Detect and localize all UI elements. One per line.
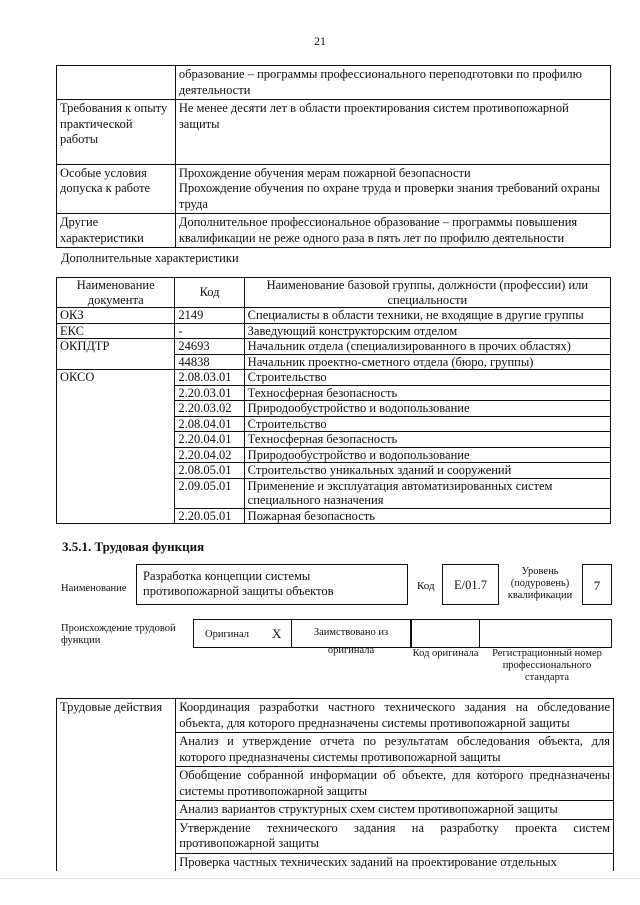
borrowed-box — [292, 619, 411, 656]
cell-name: Строительство — [244, 416, 610, 432]
level-box — [582, 564, 612, 605]
page-number: 21 — [314, 34, 326, 48]
labor-action: Анализ и утверждение отчета по результатам обследования объекта, для которого предназначены системы противопожарной защиты — [176, 733, 614, 767]
row-value — [175, 100, 610, 165]
cell-code: 24693 — [175, 339, 244, 355]
cell-code: 2.08.03.01 — [175, 370, 244, 386]
table-row — [57, 100, 611, 165]
row-label-text: Требования к опыту практической работы — [60, 101, 168, 146]
level-value: 7 — [593, 578, 601, 593]
labor-action: Проверка частных технических заданий на проектирование отдельных — [176, 853, 614, 871]
cell-code: 2149 — [175, 308, 244, 324]
row-label: Особые условия допуска к работе — [57, 164, 176, 214]
table-row — [57, 308, 611, 324]
cell-name: Начальник проектно-сметного отдела (бюро, группы) — [244, 354, 610, 370]
labor-actions-table — [56, 698, 614, 871]
cell-code: 2.20.04.01 — [175, 432, 244, 448]
header-name: Наименование базовой группы, должности (профессии) или специальности — [244, 278, 610, 308]
row-value — [175, 214, 610, 248]
borrowed-label: Заимствовано из оригинала — [313, 627, 389, 656]
cell-name: Начальник отдела (специализированного в прочих областях) — [244, 339, 610, 355]
cell-name: Применение и эксплуатация автоматизированных систем специального назначения — [244, 478, 610, 508]
row-label — [57, 66, 176, 100]
additional-caption: Дополнительные характеристики — [61, 251, 239, 265]
table-header-row — [57, 278, 611, 308]
requirements-table — [56, 65, 611, 248]
original-mark: X — [272, 626, 282, 641]
cell-name: Техносферная безопасность — [244, 432, 610, 448]
function-name-box — [136, 564, 408, 605]
row-line: Прохождение обучения по охране труда и проверки знания требований охраны труда — [178, 181, 600, 211]
cell-code: 2.20.03.01 — [175, 385, 244, 401]
table-row — [57, 164, 611, 214]
labor-action: Анализ вариантов структурных схем систем противопожарной защиты — [176, 801, 614, 820]
cell-code: - — [175, 323, 244, 339]
cell-name: Природообустройство и водопользование — [244, 401, 610, 417]
table-row — [57, 214, 611, 248]
original-label: Оригинал — [205, 629, 249, 640]
row-label: Другие характеристики — [57, 214, 176, 248]
cell-doc: ОКПДТР — [57, 339, 175, 370]
cell-doc: ЕКС — [57, 323, 175, 339]
labor-action: Утверждение технического задания на разработку проекта систем противопожарной защиты — [176, 819, 614, 853]
original-box — [193, 619, 292, 648]
row-line: Не менее десяти лет в области проектирования систем противопожарной защиты — [178, 101, 569, 131]
header-document: Наименование документа — [57, 278, 175, 308]
name-label: Наименование — [61, 583, 127, 594]
labor-actions-label: Трудовые действия — [57, 699, 176, 872]
cell-name: Заведующий конструкторским отделом — [244, 323, 610, 339]
row-line: образование – программы профессионального переподготовки по профилю деятельности — [178, 67, 582, 97]
code-original-label: Код оригинала — [412, 648, 479, 659]
row-line: Прохождение обучения мерам пожарной безопасности — [178, 165, 471, 180]
code-label: Код — [417, 580, 435, 592]
table-row — [57, 323, 611, 339]
row-line: Дополнительное профессиональное образование – программы повышения квалификации не реже одного раза в пять лет по профилю деятельности — [178, 215, 578, 245]
additional-table — [56, 277, 611, 524]
cell-name: Пожарная безопасность — [244, 508, 610, 524]
cell-code: 2.20.04.02 — [175, 447, 244, 463]
level-label: Уровень (подуровень) квалификации — [507, 566, 573, 601]
scan-fold-line — [0, 878, 640, 879]
cell-name: Строительство — [244, 370, 610, 386]
row-value — [175, 164, 610, 214]
cell-code: 2.08.04.01 — [175, 416, 244, 432]
code-box — [442, 564, 499, 605]
table-row — [57, 699, 614, 733]
cell-code: 2.20.03.02 — [175, 401, 244, 417]
cell-name: Специалисты в области техники, не входящие в другие группы — [244, 308, 610, 324]
cell-code: 2.09.05.01 — [175, 478, 244, 508]
header-code: Код — [175, 278, 244, 308]
table-row — [57, 66, 611, 100]
row-value — [175, 66, 610, 100]
cell-name: Природообустройство и водопользование — [244, 447, 610, 463]
section-title: 3.5.1. Трудовая функция — [62, 539, 205, 554]
table-row — [57, 370, 611, 386]
labor-action: Обобщение собранной информации об объекте, для которого предназначены системы противопожарной защиты — [176, 767, 614, 801]
row-label — [57, 100, 176, 165]
labor-action: Координация разработки частного технического задания на обследование объекта, для которого предназначены системы противопожарной защиты — [176, 699, 614, 733]
reg-number-box — [480, 619, 612, 648]
cell-name: Строительство уникальных зданий и сооружений — [244, 463, 610, 479]
function-code: E/01.7 — [454, 578, 487, 592]
cell-code: 44838 — [175, 354, 244, 370]
table-row — [57, 339, 611, 355]
code-original-box — [411, 619, 480, 648]
cell-name: Техносферная безопасность — [244, 385, 610, 401]
reg-number-label: Регистрационный номер профессионального стандарта — [492, 648, 602, 683]
function-name: Разработка концепции системы противопожарной защиты объектов — [143, 569, 334, 598]
origin-label: Происхождение трудовой функции — [61, 623, 176, 646]
cell-doc: ОКСО — [57, 370, 175, 524]
cell-code: 2.08.05.01 — [175, 463, 244, 479]
cell-code: 2.20.05.01 — [175, 508, 244, 524]
cell-doc: ОКЗ — [57, 308, 175, 324]
